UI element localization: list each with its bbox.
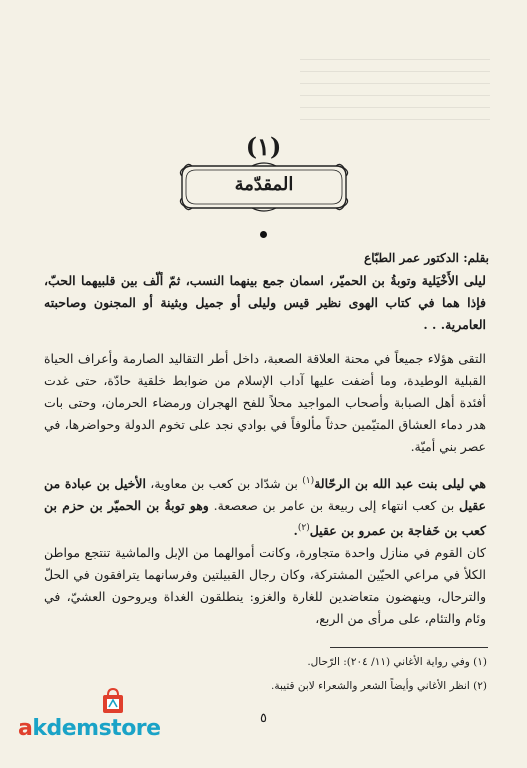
chapter-title: المقدّمة [234,174,294,195]
page-number: ٥ [260,711,267,726]
text-run: بن شدّاد بن كعب بن معاوية، [145,476,303,492]
footnote-separator [330,647,488,648]
watermark-text: akdemstore [18,716,161,741]
text-run: كان القوم في منازل واحدة متجاورة، وكانت أموالهما من الإبل والماشية تنتجع مواطن الكلأ في مراعي الحيّين المشتركة، وكان رجال القبيلتين وفرسانهما يترافقون في الحلّ والترحال، وينهضون متعاضدين للغارة والغزو: ينطلقون الغداة ويروحون العشيّ، في وئام والتئام، على مرأى من الربع، [44,545,486,626]
akdemstore-watermark [18,686,188,746]
bullet-dot [260,231,267,238]
text-run: وهو توبةُ بن الحميّر بن حزم بن كعب بن خَفاجة بن عمرو بن عقيل [44,498,486,539]
chapter-title-frame [178,162,350,212]
text-run: التقى هؤلاء جميعاً في محنة العلاقة الصعبة، داخل أطر التقاليد الصارمة وأعراف الحياة القبلية الوطيدة، وما أضفت عليها آداب الإسلام من ضوابط خلقية حادّة، حتى غدت أفئدة أهل الصبابة وأصحاب المواجيد محلاً للفح الهجران ورمضاء الحرمان، وحتى بات هدر دماء العشاق المتيّمين حدثاً مألوفاً في بوادي نجد على تخوم الدولة وحواضرها، في عصر بني أميّة. [44,351,486,454]
text-run: ليلى الأَخْيَلية وتوبةُ بن الحميّر، اسمان جمع بينهما النسب، ثمّ ألّف بين قلبيهما الحبّ، فإذا هما في كتاب الهوى نظير قيس وليلى أو جميل وبثينة أو المجنون وصاحبته العامرية. . . [44,273,486,332]
shopping-bag-icon [98,686,128,716]
footnote: (٢) انظر الأغاني وأيضاً الشعر والشعراء لابن قتيبة. [271,680,487,692]
text-run: هي ليلى بنت عبد الله بن الرحّالة [314,476,486,492]
footnote-ref: (٢) [297,523,310,534]
author-line: بقلم: الدكتور عمر الطبّاع [364,251,489,265]
paragraph [44,470,486,542]
text-run: بن كعب انتهاء إلى ربيعة بن عامر بن صعصعة. [208,498,459,514]
footnote-ref: (١) [302,476,315,486]
footnote: (١) وفي رواية الأغاني (١١/ ٢٠٤): الرّحال. [307,656,487,668]
paragraph [44,542,486,630]
paragraph [44,348,486,458]
text-run: الأخيل بن عبادة من عقيل [44,476,487,514]
chapter-number: (١) [245,132,282,161]
text-run: . [293,523,298,539]
paragraph [44,270,486,336]
